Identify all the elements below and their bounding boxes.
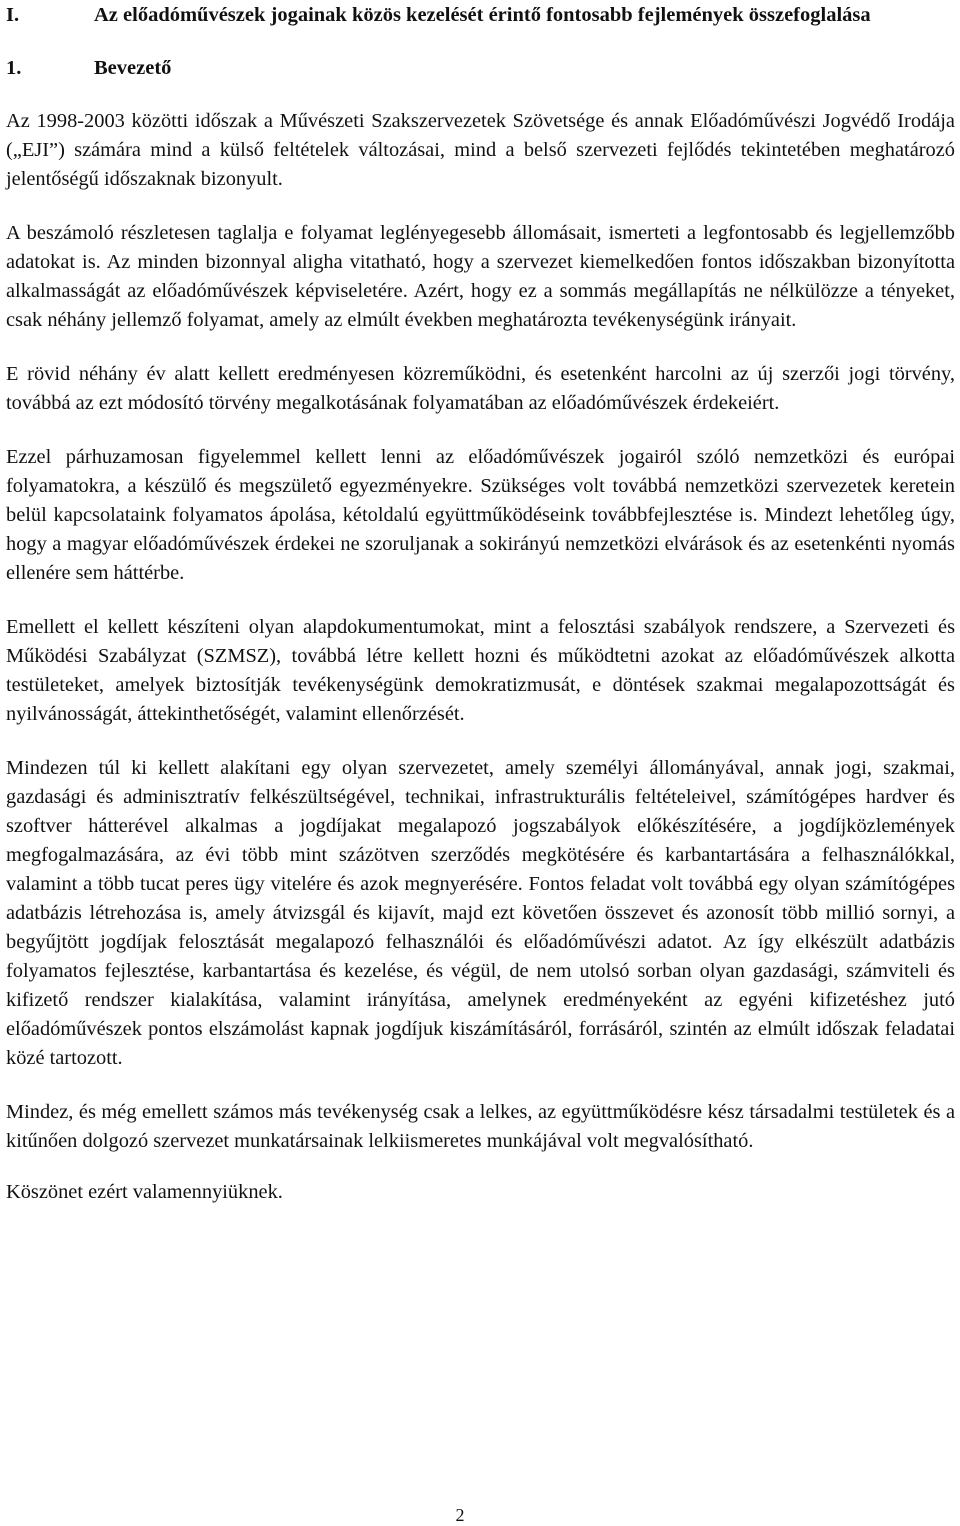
subsection-number: 1. xyxy=(6,57,22,79)
closing-line: Köszönet ezért valamennyiüknek. xyxy=(6,1181,283,1203)
body-paragraph: Mindezen túl ki kellett alakítani egy olyan szervezetet, amely személyi állományával, annak jogi, szakmai, gazdasági és adminisztratív felkészültségével, technikai, infrastrukturális feltételeivel, számítógépes hardver és szoftver hátterével alkalmas a jogdíjakat megalapozó jogszabályok előkészítésére, a jogdíjközlemények megfogalmazására, az évi több mint százötven szerződés megkötésére és karbantartására a felhasználókkal, valamint a több tucat peres ügy vitelére és azok megnyerésére. Fontos feladat volt továbbá egy olyan számítógépes adatbázis létrehozása is, amely átvizsgál és kijavít, majd ezt követően összevet és azonosít több millió sornyi, a begyűjtött jogdíjak felosztását megalapozó felhasználói és előadóművészi adatot. Az így elkészült adatbázis folyamatos fejlesztése, karbantartása és kezelése, és végül, de nem utolsó sorban olyan gazdasági, számviteli és kifizető rendszer kialakítása, valamint irányítása, amelynek eredményeként az egyéni kifizetéshez jutó előadóművészek pontos elszámolást kapnak jogdíjuk kiszámításáról, forrásáról, szintén az elmúlt időszak feladatai közé tartozott. xyxy=(6,757,955,1069)
body-paragraph: E rövid néhány év alatt kellett eredményesen közreműködni, és esetenként harcolni az új szerzői jogi törvény, továbbá az ezt módosító törvény megalkotásának folyamatában az előadóművészek érdekeiért. xyxy=(6,363,955,414)
document-page xyxy=(6,0,955,1207)
section-heading xyxy=(6,1,955,29)
body-paragraph: Mindez, és még emellett számos más tevékenység csak a lelkes, az együttműködésre kész társadalmi testületek és a kitűnően dolgozó szervezet munkatársainak lelkiismeretes munkájával volt megvalósítható. xyxy=(6,1101,955,1152)
subsection-heading xyxy=(6,54,955,82)
section-number: I. xyxy=(6,4,20,26)
body-paragraph: Emellett el kellett készíteni olyan alapdokumentumokat, mint a felosztási szabályok rendszere, a Szervezeti és Működési Szabályzat (SZMSZ), továbbá létre kellett hozni és működtetni azokat az előadóművészek alkotta testületeket, amelyek biztosítják tevékenységünk demokratizmusát, e döntések szakmai megalapozottságát és nyilvánosságát, áttekinthetőségét, valamint ellenőrzését. xyxy=(6,616,955,725)
body-paragraph: Az 1998-2003 közötti időszak a Művészeti Szakszervezetek Szövetsége és annak Előadóművészi Jogvédő Irodája („EJI”) számára mind a külső feltételek változásai, mind a belső szervezeti fejlődés tekintetében meghatározó jelentőségű időszaknak bizonyult. xyxy=(6,110,955,190)
page-number: 2 xyxy=(455,1505,465,1525)
section-title: Az előadóművészek jogainak közös kezelését érintő fontosabb fejlemények összefoglalása xyxy=(94,4,871,26)
body-paragraph: Ezzel párhuzamosan figyelemmel kellett lenni az előadóművészek jogairól szóló nemzetközi és európai folyamatokra, a készülő és megszülető egyezményekre. Szükséges volt továbbá nemzetközi szervezetek keretein belül kapcsolataink folyamatos ápolása, kétoldalú együttműködéseink továbbfejlesztése is. Mindezt lehetőleg úgy, hogy a magyar előadóművészek érdekei ne szoruljanak a sokirányú nemzetközi elvárások és az esetenkénti nyomás ellenére sem háttérbe. xyxy=(6,446,955,584)
subsection-title: Bevezető xyxy=(94,57,172,79)
body-paragraph: A beszámoló részletesen taglalja e folyamat leglényegesebb állomásait, ismerteti a legfontosabb és legjellemzőbb adatokat is. Az minden bizonnyal aligha vitatható, hogy a szervezet kiemelkedően fontos időszakban bizonyította alkalmasságát az előadóművészek képviseletére. Azért, hogy ez a sommás megállapítás ne nélkülözze a tényeket, csak néhány jellemző folyamat, amely az elmúlt években meghatározta tevékenységünk irányait. xyxy=(6,222,955,331)
